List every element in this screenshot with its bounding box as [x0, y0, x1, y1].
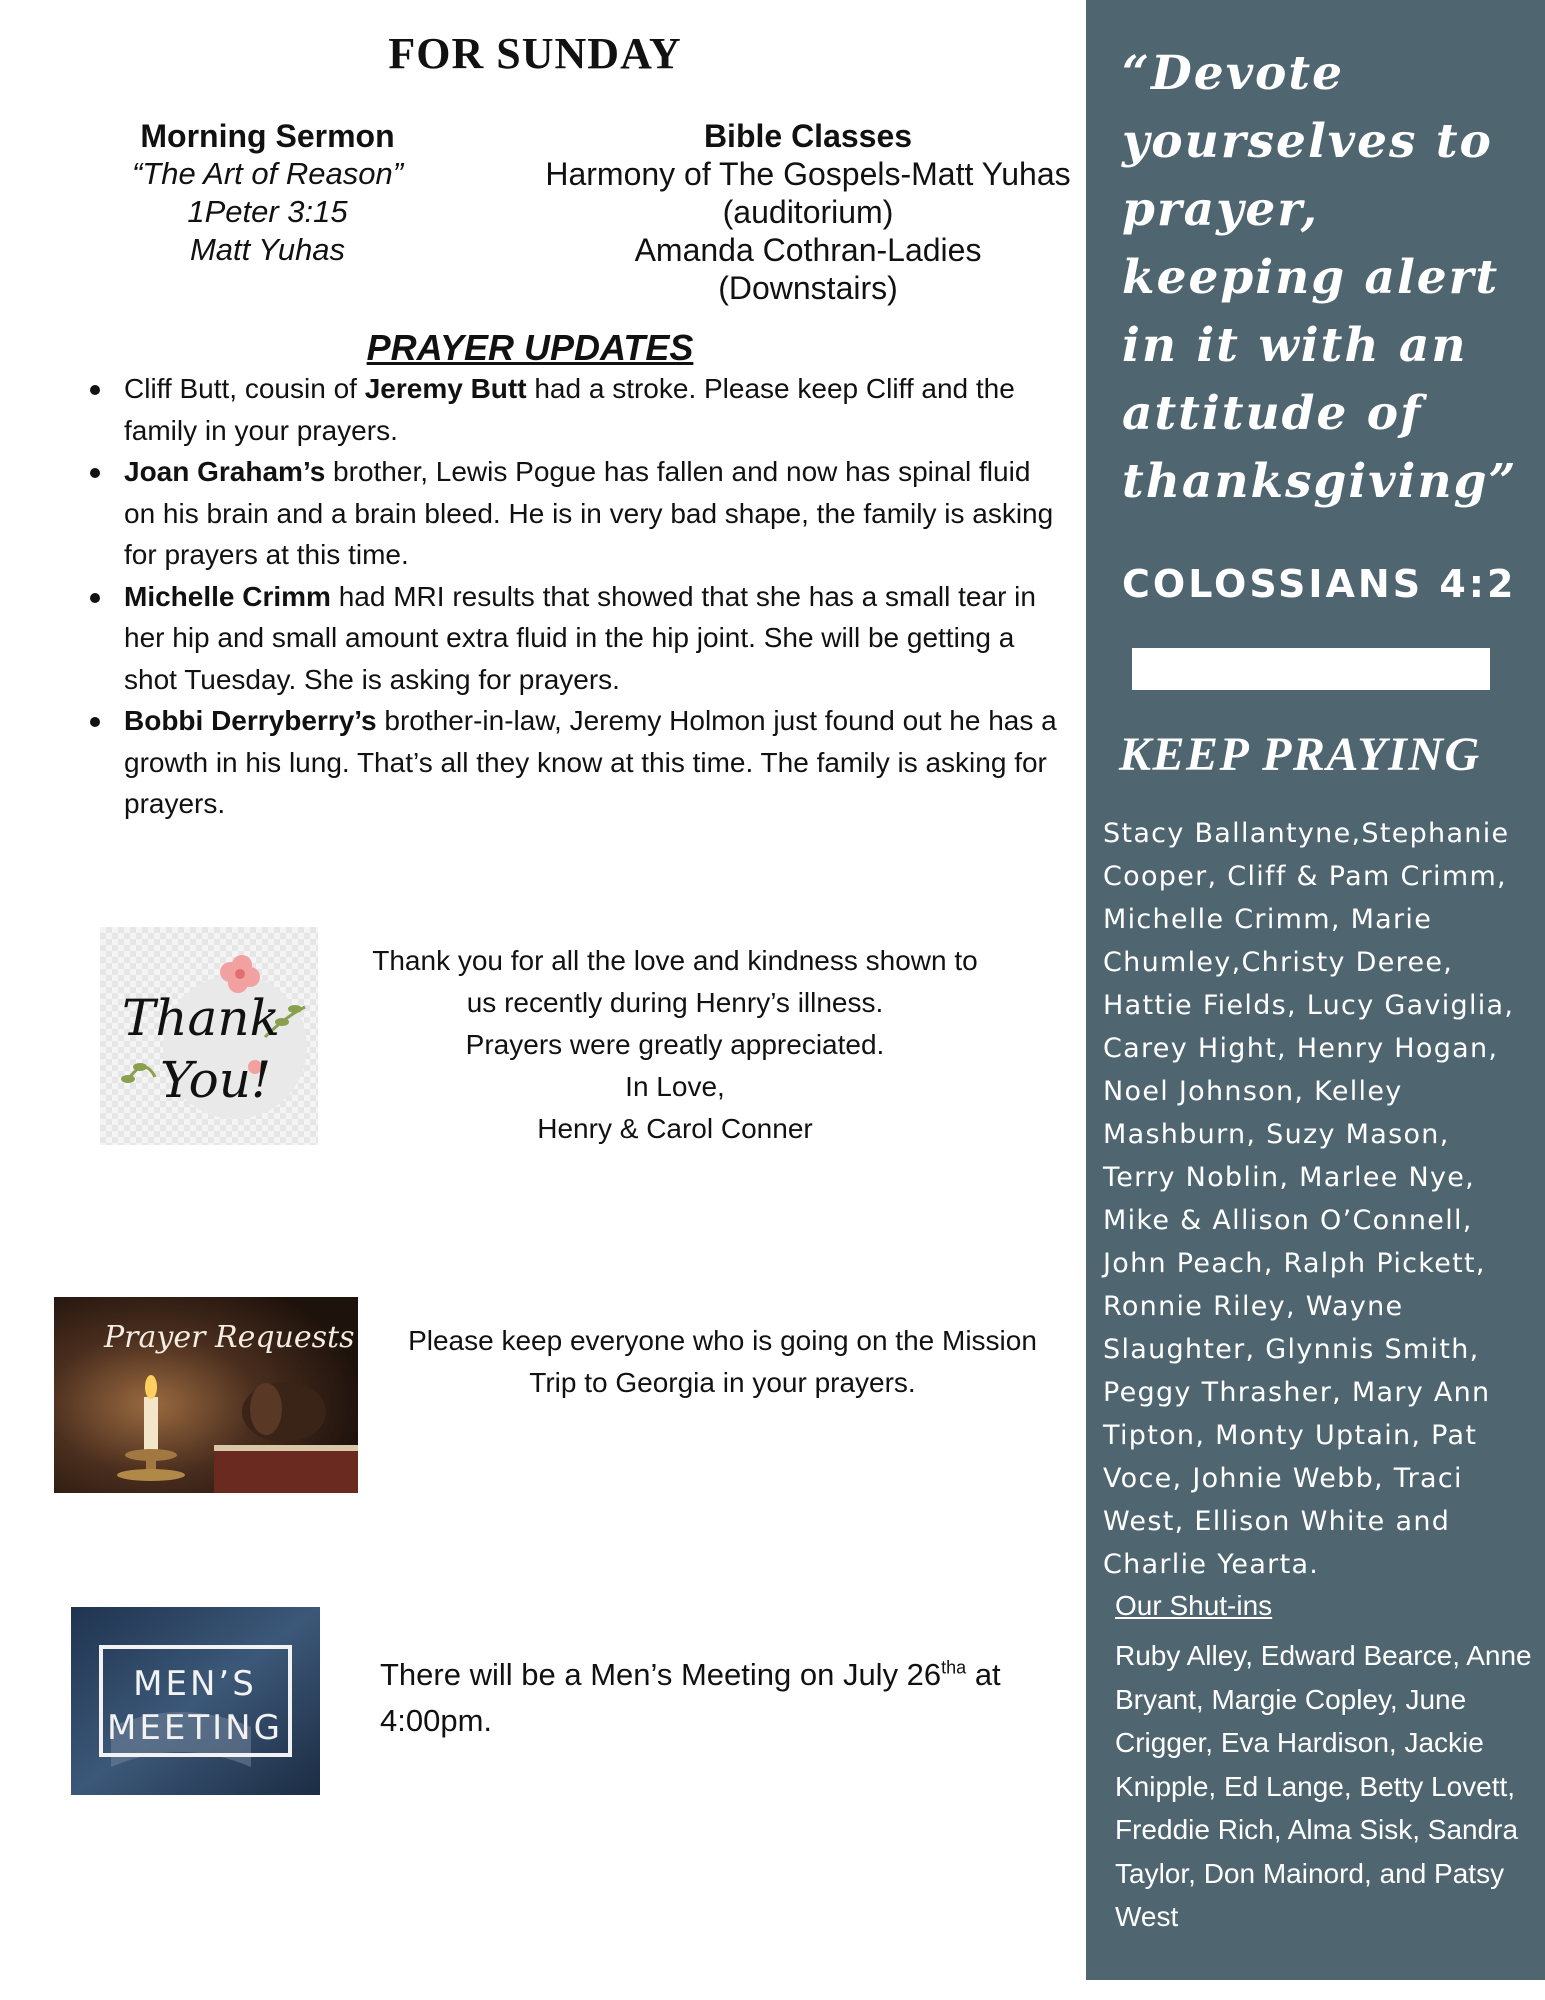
list-item [80, 700, 1065, 825]
prayer-requests-message [380, 1320, 1065, 1404]
you-text: You! [160, 1051, 272, 1109]
shutins-heading: Our Shut-ins [1115, 1590, 1273, 1621]
sermon-title: “The Art of Reason” [131, 156, 404, 191]
mens-superscript: tha [941, 1657, 967, 1678]
keep-praying-list: Stacy Ballantyne,Stephanie Cooper, Cliff & Pam Crimm, Michelle Crimm, Marie Chumley,Christy Deree, Hattie Fields, Lucy Gaviglia, Carey Hight, Henry Hogan, Noel Johnson, Kelley Mashburn, Suzy Mason, Terry Noblin, Marlee Nye, Mike & Allison O’Connell, John Peach, Ralph Pickett, Ronnie Riley, Wayne Slaughter, Glynnis Smith, Peggy Thrasher, Mary Ann Tipton, Monty Uptain, Pat Voce, Johnie Webb, Traci West, Ellison White and Charlie Yearta. [1103, 818, 1515, 1580]
prayer-updates-heading: PRAYER UPDATES [366, 327, 694, 368]
classes-line: (Downstairs) [718, 270, 898, 306]
classes-heading: Bible Classes [703, 118, 913, 154]
thank-text: Thank [122, 989, 280, 1047]
shutins-list: Ruby Alley, Edward Bearce, Anne Bryant, Margie Copley, June Crigger, Eva Hardison, Jackie Knipple, Ed Lange, Betty Lovett, Freddie Rich, Alma Sisk, Sandra Taylor, Don Mainord, and Patsy West [1115, 1640, 1532, 1932]
morning-sermon-block [100, 117, 435, 269]
mens-image-line-1: MEN’S [133, 1664, 257, 1704]
thank-you-image [100, 927, 318, 1145]
update-text: had MRI results that showed that she has a small tear in her hip and small amount extra fluid in the hip joint. She will be getting a shot Tuesday. She is asking for prayers. [124, 580, 1036, 695]
list-item [80, 451, 1065, 576]
bible-classes-block [528, 117, 1088, 307]
update-name: Jeremy Butt [364, 373, 527, 404]
update-name: Bobbi Derryberry’s [124, 705, 377, 736]
sermon-scripture: 1Peter 3:15 [187, 194, 348, 229]
thank-you-graphic [100, 927, 318, 1145]
message-line: Please keep everyone who is going on the Mission [408, 1325, 1037, 1356]
message-line: Thank you for all the love and kindness shown to [372, 945, 978, 976]
prayer-requests-image-text: Prayer Requests [104, 1320, 355, 1355]
prayer-requests-graphic [54, 1297, 358, 1493]
sermon-speaker: Matt Yuhas [189, 232, 346, 267]
update-text: brother, Lewis Pogue has fallen and now has spinal fluid on his brain and a brain bleed. He is in very bad shape, the family is asking for prayers at this time. [124, 456, 1054, 570]
prayer-requests-image [54, 1297, 358, 1493]
update-text: Cliff Butt, cousin of [124, 373, 365, 404]
scripture-quote: “Devote yourselves to prayer, keeping alert in it with an attitude of thanksgiving” [1122, 46, 1518, 509]
list-item [80, 576, 1065, 701]
scripture-reference: COLOSSIANS 4:2 [1122, 562, 1517, 606]
update-text: had a stroke. Please keep Cliff and the family in your prayers. [124, 373, 1015, 446]
thank-you-message [340, 940, 1010, 1150]
mens-meeting-image [71, 1607, 320, 1795]
classes-line: Harmony of The Gospels-Matt Yuhas [545, 156, 1071, 192]
mens-meeting-message [380, 1652, 1020, 1744]
mens-text: There will be a Men’s Meeting on July 26 [380, 1657, 942, 1692]
list-item [80, 368, 1065, 451]
update-name: Michelle Crimm [124, 580, 331, 612]
update-text: brother-in-law, Jeremy Holmon just found out he has a growth in his lung. That’s all they know at this time. The family is asking for prayers. [124, 705, 1057, 819]
mens-image-line-2: MEETING [107, 1708, 283, 1748]
classes-line: (auditorium) [722, 194, 894, 230]
mens-text: at 4:00pm. [380, 1657, 1001, 1738]
sermon-heading: Morning Sermon [140, 118, 395, 154]
classes-line: Amanda Cothran-Ladies [634, 232, 982, 268]
message-line: Prayers were greatly appreciated. [465, 1029, 885, 1060]
message-line: us recently during Henry’s illness. [466, 987, 884, 1018]
message-line: Henry & Carol Conner [537, 1113, 813, 1144]
prayer-updates-list [80, 368, 1065, 825]
divider-bar [1132, 648, 1490, 690]
update-name: Joan Graham’s [124, 456, 326, 487]
mens-meeting-graphic [71, 1607, 320, 1795]
keep-praying-heading: KEEP PRAYING [1119, 728, 1481, 781]
sidebar [1086, 0, 1545, 1980]
message-line: In Love, [625, 1071, 725, 1102]
message-line: Trip to Georgia in your prayers. [529, 1367, 916, 1398]
page-title: FOR SUNDAY [388, 29, 682, 78]
